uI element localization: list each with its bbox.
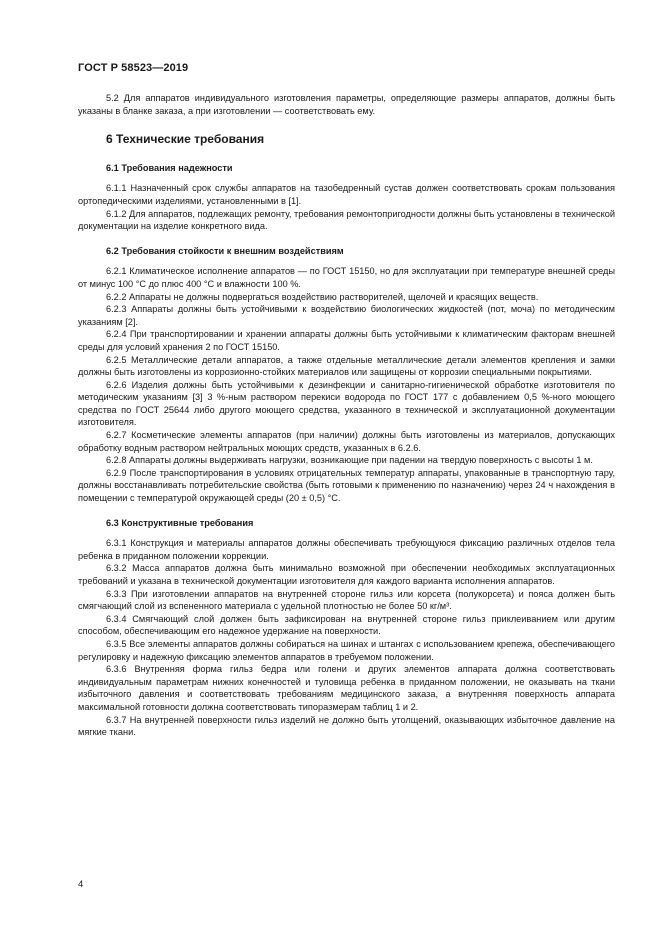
paragraph-6-3-2: 6.3.2 Масса аппаратов должна быть минимально возможной при обеспечении необходимых эксплуатационных требований и указана в технической документации изготовителя для каждого варианта исполнения аппаратов. xyxy=(78,563,615,586)
paragraph-5-2: 5.2 Для аппаратов индивидуального изготовления параметры, определяющие размеры аппаратов, должны быть указаны в бланке заказа, а при изготовлении — соответствовать ему. xyxy=(78,93,615,116)
paragraph-6-2-5: 6.2.5 Металлические детали аппаратов, а также отдельные металлические детали элементов крепления и замки должны быть изготовлены из коррозионно-стойких материалов или защищены от коррозии специальными покрытиями. xyxy=(78,354,615,378)
paragraph-6-2-1: 6.2.1 Климатическое исполнение аппаратов — по ГОСТ 15150, но для эксплуатации при температуре внешней среды от минус 100 °С до плюс 400 °С и влажности 100 %. xyxy=(78,266,615,289)
document-header: ГОСТ Р 58523—2019 xyxy=(78,62,189,74)
paragraph-6-2-4: 6.2.4 При транспортировании и хранении аппараты должны быть устойчивыми к климатическим факторам внешней среды для условий хранения 2 по ГОСТ 15150. xyxy=(78,329,615,352)
paragraph-6-2-2: 6.2.2 Аппараты не должны подвергаться воздействию растворителей, щелочей и красящих веществ. xyxy=(106,291,539,302)
paragraph-6-2-6: 6.2.6 Изделия должны быть устойчивыми к дезинфекции и санитарно-гигиенической обработке изготовителя по методическим указаниям [3] 3 %-ным раствором перекиси водорода по ГОСТ 177 с добавлением 0,5 %-ного моющего средства по ГОСТ 25644 либо другого моющего средства, указанного в технической и эксплуатационной документации изготовителя. xyxy=(78,379,615,428)
paragraph-6-1-2: 6.1.2 Для аппаратов, подлежащих ремонту, требования ремонтопригодности должны быть установлены в технической документации на изделие конкретного вида. xyxy=(78,208,615,232)
paragraph-6-2-9: 6.2.9 После транспортирования в условиях отрицательных температур аппараты, упакованные в транспортную тару, должны восстанавливать потребительские свойства (быть готовыми к применению по назначению) через 24 ч нахождения в помещении с температурой окружающей среды (20 ± 0,5) °С. xyxy=(78,467,615,504)
paragraph-6-3-1: 6.3.1 Конструкция и материалы аппаратов должны обеспечивать требующуюся фиксацию различных отделов тела ребенка в приданном положении коррекции. xyxy=(78,538,615,561)
paragraph-6-3-7: 6.3.7 На внутренней поверхности гильз изделий не должно быть утолщений, оказывающих избыточное давление на мягкие ткани. xyxy=(78,714,615,738)
paragraph-6-2-7: 6.2.7 Косметические элементы аппаратов (при наличии) должны быть изготовлены из материалов, допускающих обработку водным раствором нейтральных моющих средств, указанных в 6.2.6. xyxy=(78,430,615,453)
paragraph-6-3-4: 6.3.4 Смягчающий слой должен быть зафиксирован на внутренней стороне гильз приклеиванием или другим способом, обеспечивающим его надежное удержание на поверхности. xyxy=(78,613,615,637)
paragraph-6-3-6: 6.3.6 Внутренняя форма гильз бедра или голени и других элементов аппарата должна соответствовать индивидуальным параметрам нижних конечностей и туловища ребенка в приданном положении, не оказывать на ткани избыточного давления и соответствовать требованиям медицинского заказа, а внутренняя поверхность аппарата максимальной готовности должна соответствовать типоразмерам таблиц 1 и 2. xyxy=(78,664,615,712)
subsection-heading-6-1: 6.1 Требования надежности xyxy=(106,162,233,173)
subsection-heading-6-2: 6.2 Требования стойкости к внешним воздействиям xyxy=(106,245,344,256)
subsection-heading-6-3: 6.3 Конструктивные требования xyxy=(106,517,254,528)
page-number: 4 xyxy=(78,879,84,890)
section-heading-6: 6 Технические требования xyxy=(106,132,265,147)
paragraph-6-2-8: 6.2.8 Аппараты должны выдерживать нагрузки, возникающие при падении на твердую поверхность с высоты 1 м. xyxy=(106,455,593,466)
paragraph-6-3-3: 6.3.3 При изготовлении аппаратов на внутренней стороне гильз или корсета (полукорсета) и пояса должен быть смягчающий слой из вспененного материала с удельной плотностью не более 50 кг/м³. xyxy=(78,588,615,612)
page-content xyxy=(78,92,615,739)
paragraph-6-3-5: 6.3.5 Все элементы аппаратов должны собираться на шинах и штангах с использованием крепежа, обеспечивающего регулировку и надежную фиксацию элементов аппаратов в требуемом положении. xyxy=(78,638,615,662)
paragraph-6-1-1: 6.1.1 Назначенный срок службы аппаратов на тазобедренный сустав должен соответствовать срокам пользования ортопедическими изделиями, установленными в [1]. xyxy=(78,183,615,206)
paragraph-6-2-3: 6.2.3 Аппараты должны быть устойчивыми к воздействию биологических жидкостей (пот, моча) по методическим указаниям [2]. xyxy=(78,304,615,327)
